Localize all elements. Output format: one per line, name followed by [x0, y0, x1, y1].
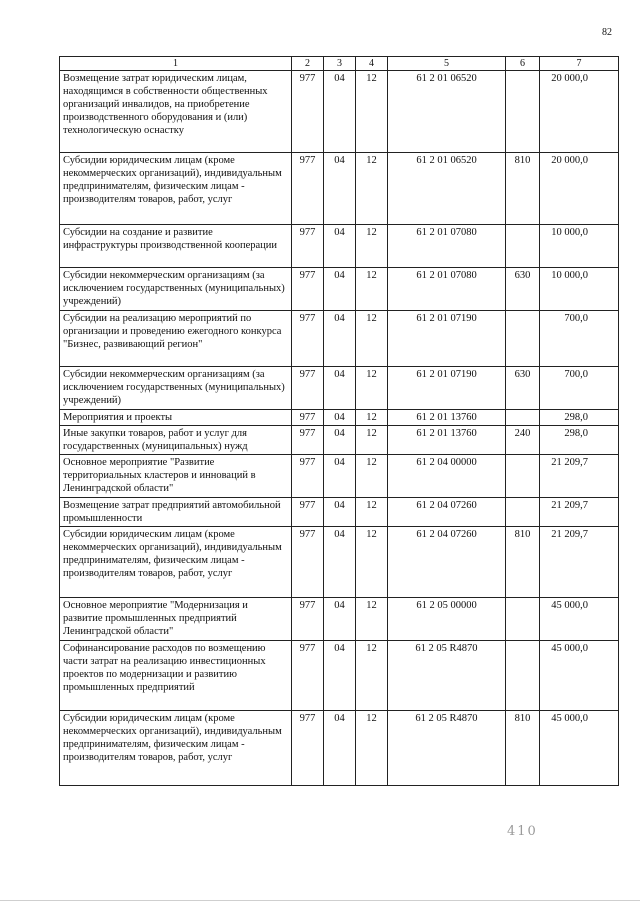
- header-col-6: 6: [506, 57, 540, 71]
- handwritten-page-mark: 410: [507, 824, 538, 839]
- row-name: Иные закупки товаров, работ и услуг для государственных (муниципальных) нужд: [60, 426, 292, 455]
- row-section: 04: [324, 527, 356, 598]
- row-admin-code: 977: [292, 311, 324, 367]
- row-amount: 21 209,7: [540, 455, 619, 498]
- row-target-code: 61 2 01 13760: [388, 426, 506, 455]
- table-row: [60, 311, 619, 367]
- row-section: 04: [324, 268, 356, 311]
- table-row: [60, 598, 619, 641]
- row-target-code: 61 2 01 07080: [388, 225, 506, 268]
- row-section: 04: [324, 711, 356, 786]
- row-expense-type: [506, 311, 540, 367]
- row-expense-type: [506, 455, 540, 498]
- row-subsection: 12: [356, 498, 388, 527]
- row-amount: 20 000,0: [540, 71, 619, 153]
- row-section: 04: [324, 71, 356, 153]
- row-amount: 700,0: [540, 367, 619, 410]
- row-target-code: 61 2 01 06520: [388, 71, 506, 153]
- row-subsection: 12: [356, 71, 388, 153]
- header-col-4: 4: [356, 57, 388, 71]
- budget-table-container: [59, 56, 618, 786]
- row-amount: 21 209,7: [540, 527, 619, 598]
- table-row: [60, 711, 619, 786]
- row-expense-type: [506, 641, 540, 711]
- header-col-2: 2: [292, 57, 324, 71]
- row-name: Основное мероприятие "Развитие территориальных кластеров и инноваций в Ленинградской области": [60, 455, 292, 498]
- row-expense-type: 810: [506, 153, 540, 225]
- row-admin-code: 977: [292, 71, 324, 153]
- table-row: [60, 153, 619, 225]
- row-name: Мероприятия и проекты: [60, 410, 292, 426]
- row-target-code: 61 2 05 R4870: [388, 711, 506, 786]
- row-section: 04: [324, 641, 356, 711]
- row-subsection: 12: [356, 641, 388, 711]
- row-admin-code: 977: [292, 711, 324, 786]
- row-section: 04: [324, 410, 356, 426]
- row-section: 04: [324, 598, 356, 641]
- row-admin-code: 977: [292, 225, 324, 268]
- row-name: Субсидии юридическим лицам (кроме некоммерческих организаций), индивидуальным предпринимателям, физическим лицам - производителям товаров, работ, услуг: [60, 711, 292, 786]
- table-row: [60, 455, 619, 498]
- row-section: 04: [324, 498, 356, 527]
- row-expense-type: [506, 71, 540, 153]
- row-target-code: 61 2 05 R4870: [388, 641, 506, 711]
- table-row: [60, 641, 619, 711]
- row-subsection: 12: [356, 225, 388, 268]
- row-amount: 45 000,0: [540, 711, 619, 786]
- table-row: [60, 498, 619, 527]
- row-name: Основное мероприятие "Модернизация и развитие промышленных предприятий Ленинградской области": [60, 598, 292, 641]
- page-number: 82: [602, 27, 612, 38]
- row-amount: 21 209,7: [540, 498, 619, 527]
- header-col-3: 3: [324, 57, 356, 71]
- row-target-code: 61 2 04 07260: [388, 527, 506, 598]
- row-target-code: 61 2 01 13760: [388, 410, 506, 426]
- row-target-code: 61 2 04 00000: [388, 455, 506, 498]
- row-expense-type: 810: [506, 527, 540, 598]
- header-col-7: 7: [540, 57, 619, 71]
- row-name: Субсидии юридическим лицам (кроме некоммерческих организаций), индивидуальным предпринимателям, физическим лицам - производителям товаров, работ, услуг: [60, 527, 292, 598]
- row-target-code: 61 2 01 06520: [388, 153, 506, 225]
- row-name: Субсидии юридическим лицам (кроме некоммерческих организаций), индивидуальным предпринимателям, физическим лицам - производителям товаров, работ, услуг: [60, 153, 292, 225]
- row-target-code: 61 2 04 07260: [388, 498, 506, 527]
- row-name: Субсидии некоммерческим организациям (за исключением государственных (муниципальных) учреждений): [60, 367, 292, 410]
- row-expense-type: 630: [506, 268, 540, 311]
- row-admin-code: 977: [292, 268, 324, 311]
- row-amount: 45 000,0: [540, 598, 619, 641]
- row-subsection: 12: [356, 455, 388, 498]
- row-name: Субсидии на реализацию мероприятий по организации и проведению ежегодного конкурса "Бизнес, развивающий регион": [60, 311, 292, 367]
- row-expense-type: [506, 498, 540, 527]
- row-section: 04: [324, 367, 356, 410]
- row-subsection: 12: [356, 711, 388, 786]
- row-name: Субсидии на создание и развитие инфраструктуры производственной кооперации: [60, 225, 292, 268]
- header-row: [60, 57, 619, 71]
- budget-table: [59, 56, 619, 786]
- row-subsection: 12: [356, 598, 388, 641]
- row-subsection: 12: [356, 426, 388, 455]
- row-name: Софинансирование расходов по возмещению части затрат на реализацию инвестиционных проектов по модернизации и развитию промышленных предприятий: [60, 641, 292, 711]
- row-section: 04: [324, 225, 356, 268]
- row-admin-code: 977: [292, 426, 324, 455]
- row-subsection: 12: [356, 153, 388, 225]
- table-row: [60, 225, 619, 268]
- table-row: [60, 527, 619, 598]
- row-section: 04: [324, 153, 356, 225]
- table-row: [60, 268, 619, 311]
- row-admin-code: 977: [292, 598, 324, 641]
- row-amount: 45 000,0: [540, 641, 619, 711]
- row-amount: 10 000,0: [540, 268, 619, 311]
- row-target-code: 61 2 05 00000: [388, 598, 506, 641]
- row-amount: 298,0: [540, 426, 619, 455]
- row-admin-code: 977: [292, 410, 324, 426]
- table-row: [60, 71, 619, 153]
- row-admin-code: 977: [292, 498, 324, 527]
- header-col-5: 5: [388, 57, 506, 71]
- row-expense-type: [506, 225, 540, 268]
- row-admin-code: 977: [292, 367, 324, 410]
- row-expense-type: [506, 410, 540, 426]
- table-row: [60, 367, 619, 410]
- row-amount: 298,0: [540, 410, 619, 426]
- row-section: 04: [324, 311, 356, 367]
- row-amount: 20 000,0: [540, 153, 619, 225]
- row-expense-type: 240: [506, 426, 540, 455]
- row-target-code: 61 2 01 07080: [388, 268, 506, 311]
- row-target-code: 61 2 01 07190: [388, 367, 506, 410]
- row-admin-code: 977: [292, 641, 324, 711]
- row-section: 04: [324, 455, 356, 498]
- row-expense-type: 630: [506, 367, 540, 410]
- row-name: Возмещение затрат предприятий автомобильной промышленности: [60, 498, 292, 527]
- row-admin-code: 977: [292, 153, 324, 225]
- row-subsection: 12: [356, 410, 388, 426]
- row-amount: 10 000,0: [540, 225, 619, 268]
- row-subsection: 12: [356, 311, 388, 367]
- header-col-1: 1: [60, 57, 292, 71]
- row-amount: 700,0: [540, 311, 619, 367]
- row-name: Возмещение затрат юридическим лицам, находящимся в собственности общественных организаций инвалидов, на приобретение производственного оборудования и (или) технологическую оснастку: [60, 71, 292, 153]
- row-subsection: 12: [356, 268, 388, 311]
- scan-edge-line: [0, 900, 640, 901]
- row-expense-type: 810: [506, 711, 540, 786]
- row-subsection: 12: [356, 527, 388, 598]
- row-name: Субсидии некоммерческим организациям (за исключением государственных (муниципальных) учреждений): [60, 268, 292, 311]
- table-row: [60, 426, 619, 455]
- table-row: [60, 410, 619, 426]
- row-expense-type: [506, 598, 540, 641]
- row-admin-code: 977: [292, 455, 324, 498]
- row-admin-code: 977: [292, 527, 324, 598]
- row-subsection: 12: [356, 367, 388, 410]
- row-section: 04: [324, 426, 356, 455]
- row-target-code: 61 2 01 07190: [388, 311, 506, 367]
